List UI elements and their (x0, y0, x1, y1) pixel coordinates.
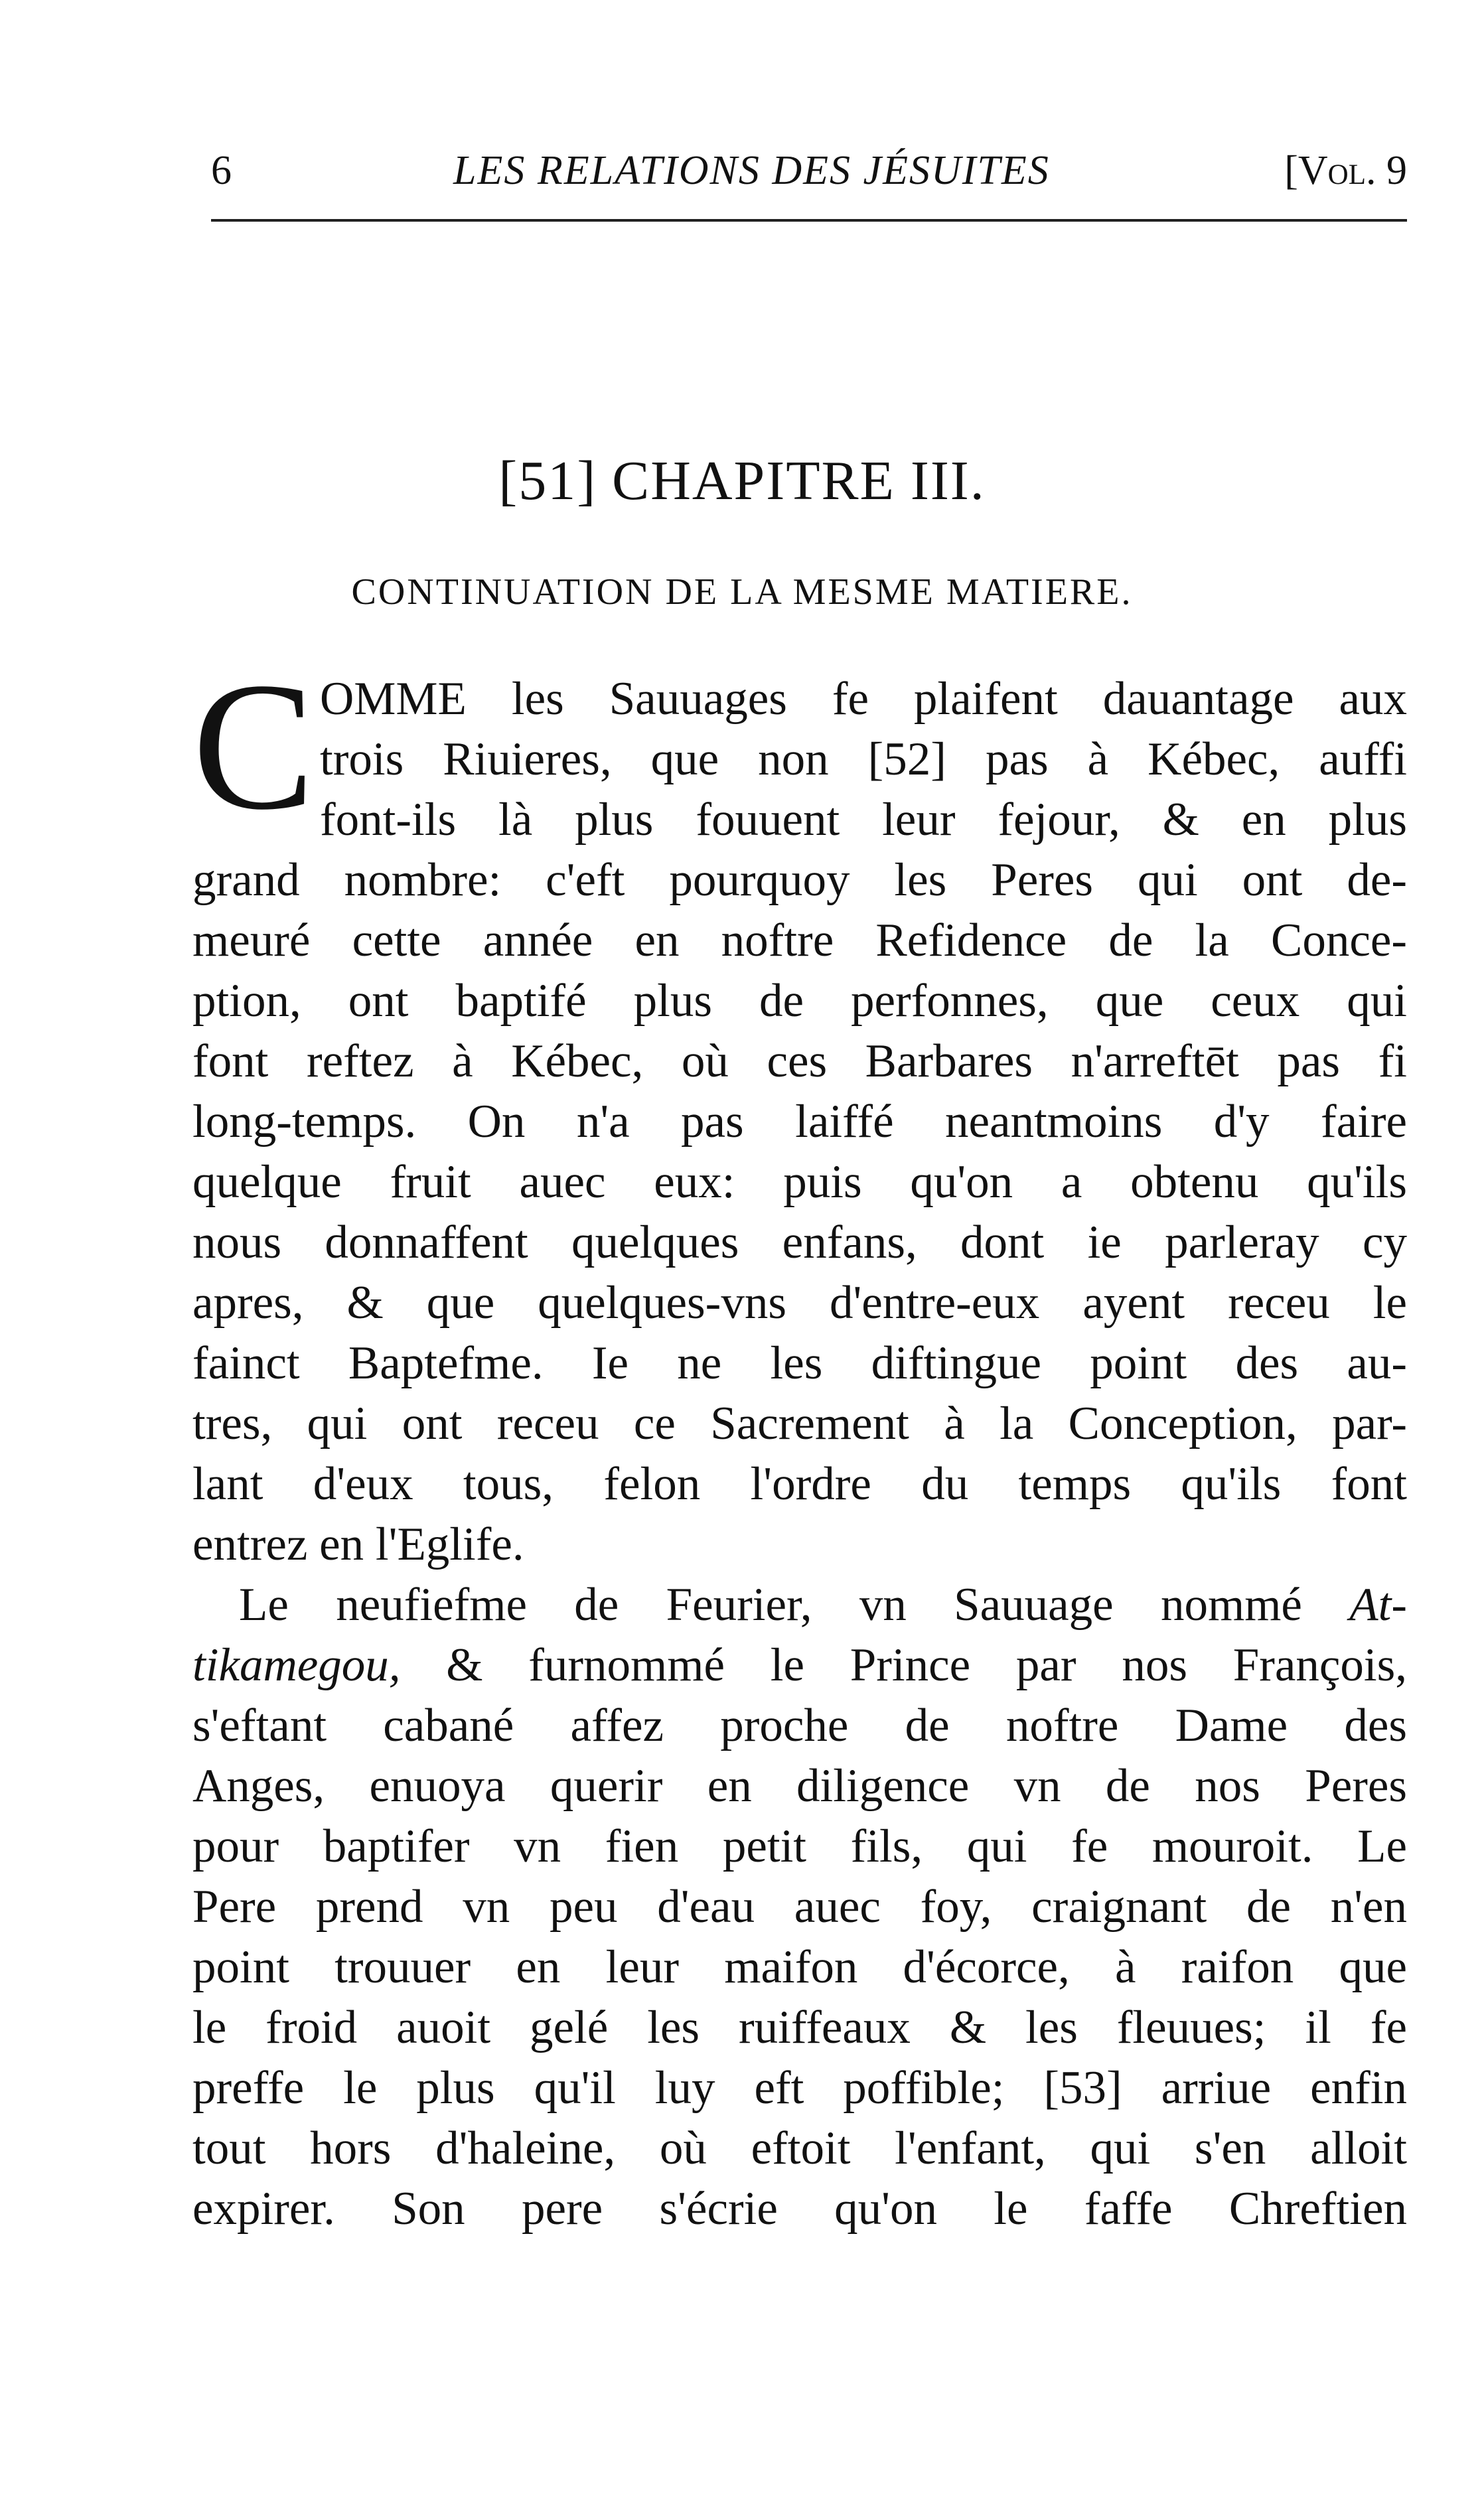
text-span: & furnommé le Prince par nos François, (400, 1639, 1407, 1691)
text-line: expirer. Son pere s'écrie qu'on le faffe Chreftien (192, 2183, 1407, 2235)
text-line: tres, qui ont receu ce Sacrement à la Conception, par- (192, 1398, 1407, 1449)
text-line: Anges, enuoya querir en diligence vn de nos Peres (192, 1760, 1407, 1812)
volume-label: [Vol. 9 (1284, 148, 1407, 193)
text-line: meuré cette année en noftre Refidence de la Conce- (192, 915, 1407, 966)
text-line: preffe le plus qu'il luy eft poffible; [53] arriue enfin (192, 2062, 1407, 2114)
text-line: apres, & que quelques-vns d'entre-eux ayent receu le (192, 1277, 1407, 1329)
text-line: font reftez à Kébec, où ces Barbares n'arreftēt pas fi (192, 1035, 1407, 1087)
text-line: trois Riuieres, que non [52] pas à Kébec, auffi (320, 733, 1407, 785)
running-head (211, 141, 1407, 200)
text-line: s'eftant cabané affez proche de noftre Dame des (192, 1700, 1407, 1751)
text-line: OMME les Sauuages fe plaifent dauantage aux (320, 673, 1407, 725)
italic-name-cont: tikamegou, (192, 1639, 401, 1691)
text-line (192, 1635, 1407, 1696)
text-line: point trouuer en leur maifon d'écorce, à raifon que (192, 1941, 1407, 1993)
drop-cap: C (192, 644, 315, 848)
text-line: fainct Baptefme. Ie ne les diftingue point des au- (192, 1337, 1407, 1389)
text-line: nous donnaffent quelques enfans, dont ie parleray cy (192, 1217, 1407, 1268)
header-rule (211, 219, 1407, 222)
text-line: pour baptifer vn fien petit fils, qui fe mouroit. Le (192, 1820, 1407, 1872)
text-line: long-temps. On n'a pas laiffé neantmoins d'y faire (192, 1096, 1407, 1147)
body-text (192, 644, 1407, 2239)
text-line: lant d'eux tous, felon l'ordre du temps qu'ils font (192, 1458, 1407, 1510)
text-line: le froid auoit gelé les ruiffeaux & les fleuues; il fe (192, 2002, 1407, 2053)
chapter-subtitle: CONTINUATION DE LA MESME MATIERE. (351, 571, 1133, 613)
text-line: grand nombre: c'eft pourquoy les Peres qui ont de- (192, 854, 1407, 906)
text-line: entrez en l'Eglife. (192, 1518, 524, 1570)
text-line: tout hors d'haleine, où eftoit l'enfant, qui s'en alloit (192, 2122, 1407, 2174)
text-line: quelque fruit auec eux: puis qu'on a obtenu qu'ils (192, 1156, 1407, 1208)
text-line (192, 1575, 1407, 1635)
page-number: 6 (211, 148, 232, 193)
text-line: ption, ont baptifé plus de perfonnes, que ceux qui (192, 975, 1407, 1027)
text-line: Pere prend vn peu d'eau auec foy, craignant de n'en (192, 1881, 1407, 1933)
running-title: LES RELATIONS DES JÉSUITES (453, 148, 1050, 193)
text-line: font-ils là plus fouuent leur fejour, & en plus (320, 794, 1407, 846)
italic-name: At- (1349, 1579, 1407, 1631)
text-span: Le neufiefme de Feurier, vn Sauuage nommé (239, 1579, 1302, 1631)
chapter-title: [51] CHAPITRE III. (498, 450, 986, 512)
